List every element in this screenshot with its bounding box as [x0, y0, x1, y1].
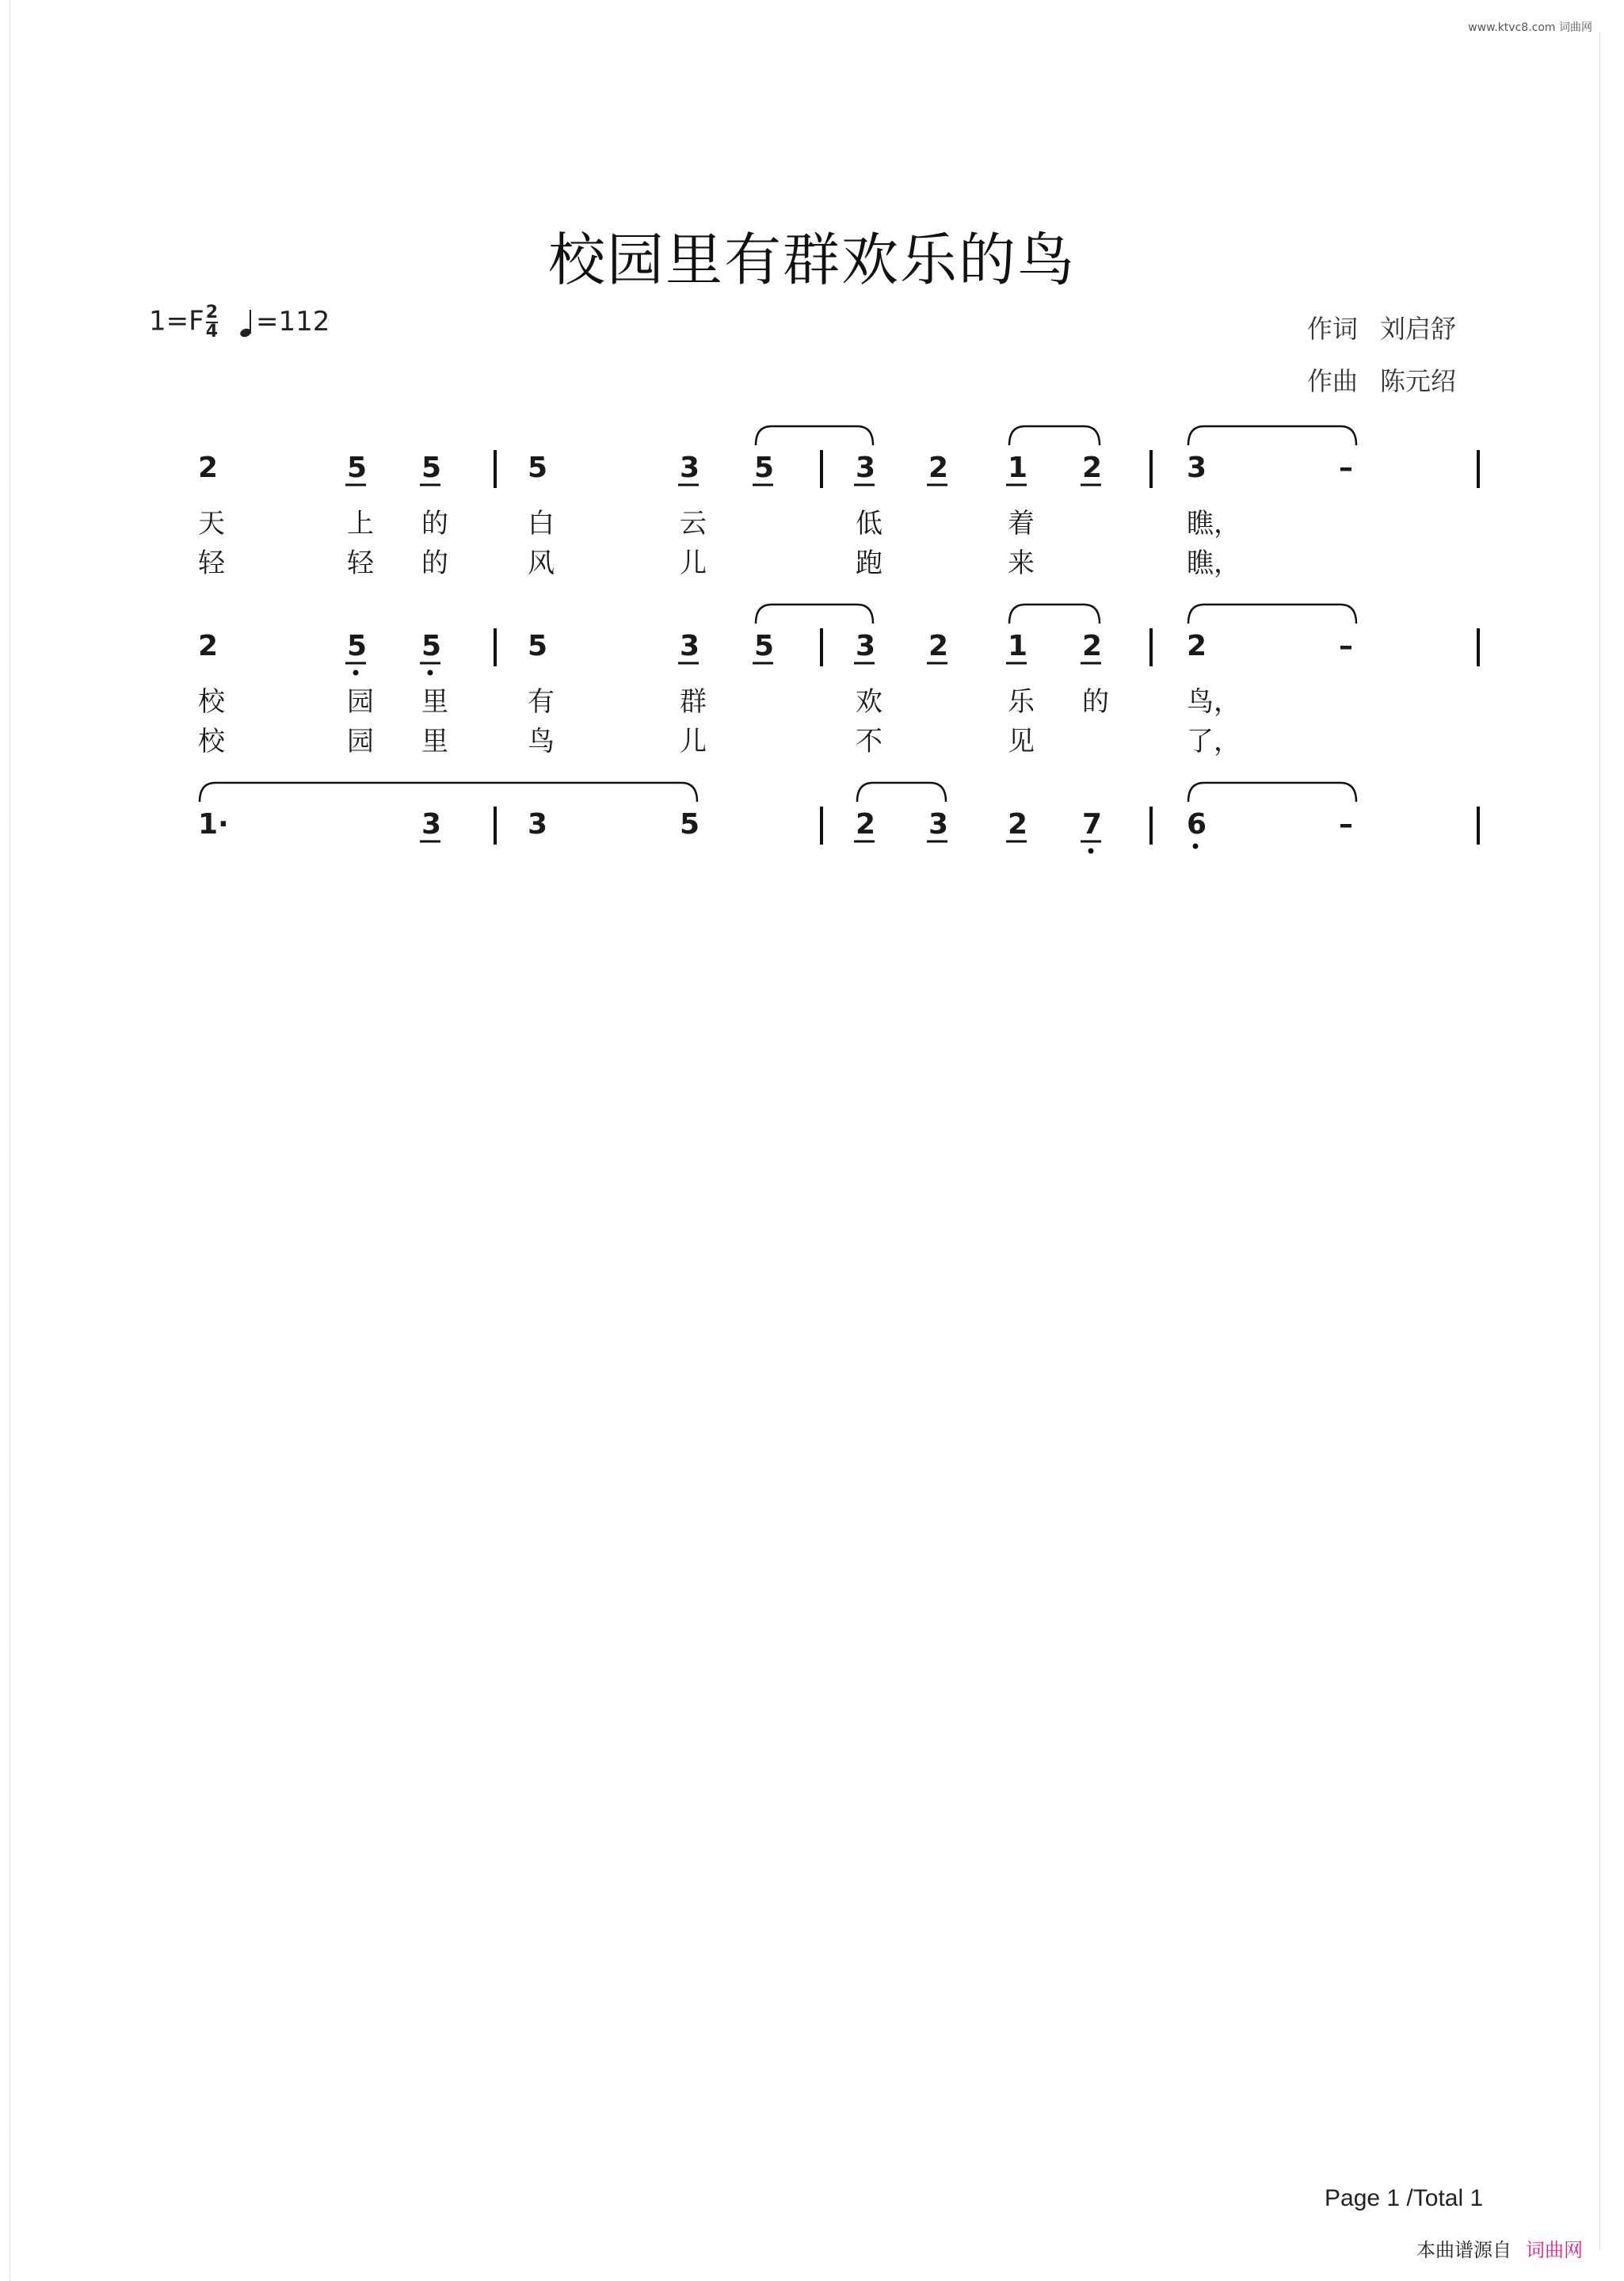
lyric-char: 风 — [528, 547, 555, 579]
note: 2 — [928, 630, 949, 662]
time-bottom: 4 — [205, 322, 218, 341]
lyric-char: 校 — [198, 726, 225, 757]
note: 5 — [528, 630, 548, 662]
lyric-char: 低 — [856, 508, 883, 540]
source-brand: 词曲网 — [1526, 2239, 1583, 2261]
source-label: 本曲谱源自 — [1416, 2239, 1512, 2261]
note: 5 — [347, 630, 368, 662]
lyric-char: 园 — [347, 686, 374, 718]
lyric-char: 白 — [528, 508, 555, 540]
note: 1· — [198, 808, 229, 841]
lyric-char: 着 — [1008, 508, 1035, 540]
lyric-char: 的 — [1082, 686, 1109, 718]
note: 3 — [856, 452, 876, 484]
time-top: 2 — [205, 303, 218, 322]
source-credit — [1416, 2234, 1583, 2262]
lyric-char: 儿 — [680, 547, 707, 579]
lyric-char: 群 — [680, 686, 707, 718]
note: 3 — [856, 630, 876, 662]
lyric-char: 见 — [1008, 726, 1035, 757]
lyric-char: 的 — [421, 547, 448, 579]
lower-octave-dot — [1088, 849, 1094, 854]
lyric-char: 来 — [1008, 547, 1035, 579]
lyric-char: 轻 — [347, 547, 374, 579]
slur-arc — [1188, 605, 1356, 624]
lyric-char: 上 — [347, 508, 374, 540]
site-watermark: www.ktvc8.com 词曲网 — [1468, 21, 1592, 34]
note: 2 — [1082, 630, 1103, 662]
dash-mark: – — [1339, 452, 1353, 484]
tempo-value: =112 — [256, 305, 330, 338]
slur-arc — [756, 426, 873, 445]
note: 5 — [421, 630, 442, 662]
note: 1 — [1008, 630, 1028, 662]
dash-mark: – — [1339, 630, 1353, 662]
slur-arc — [1009, 605, 1100, 624]
lyric-char: 乐 — [1008, 686, 1035, 718]
lyric-char: 跑 — [856, 547, 883, 579]
slur-arc — [1188, 426, 1356, 445]
lower-octave-dot — [428, 670, 433, 676]
note: 6 — [1187, 808, 1207, 841]
note: 7 — [1082, 808, 1103, 841]
note: 5 — [754, 452, 775, 484]
lyric-char: 有 — [528, 686, 555, 718]
note: 3 — [928, 808, 949, 841]
credit-role: 作曲 — [1307, 366, 1359, 396]
note: 5 — [347, 452, 368, 484]
lyric-char: 里 — [421, 726, 448, 757]
note: 2 — [1082, 452, 1103, 484]
note: 2 — [928, 452, 949, 484]
note: 2 — [856, 808, 876, 841]
slur-arc — [756, 605, 873, 624]
note: 2 — [1008, 808, 1028, 841]
note: 5 — [680, 808, 700, 841]
slur-arc — [857, 783, 946, 802]
note: 5 — [528, 452, 548, 484]
lyric-char: 天 — [198, 508, 225, 540]
note: 2 — [1187, 630, 1207, 662]
slur-arc — [200, 783, 697, 802]
key-prefix: 1=F — [149, 305, 204, 338]
lyric-char: 的 — [421, 508, 448, 540]
lyric-char: 鸟 — [528, 726, 555, 757]
lyric-char: 儿 — [680, 726, 707, 757]
dash-mark: – — [1339, 808, 1353, 841]
page-indicator: Page 1 /Total 1 — [1325, 2185, 1484, 2211]
credit-name: 刘启舒 — [1380, 314, 1457, 344]
credit-role: 作词 — [1307, 314, 1359, 344]
song-title: 校园里有群欢乐的鸟 — [547, 227, 1076, 293]
note: 3 — [1187, 452, 1207, 484]
note: 2 — [198, 630, 219, 662]
lyric-char: 园 — [347, 726, 374, 757]
lyric-char: 轻 — [198, 547, 225, 579]
note: 5 — [754, 630, 775, 662]
lyric-char: 瞧， — [1187, 547, 1241, 579]
note: 1 — [1008, 452, 1028, 484]
lower-octave-dot — [1193, 844, 1199, 849]
lyric-char: 不 — [856, 726, 883, 757]
note: 2 — [198, 452, 219, 484]
note: 3 — [680, 452, 700, 484]
lyric-char: 了， — [1187, 726, 1241, 757]
note: 3 — [680, 630, 700, 662]
lyric-char: 校 — [198, 686, 225, 718]
slur-arc — [1009, 426, 1100, 445]
lyric-char: 鸟， — [1187, 686, 1241, 718]
note: 5 — [421, 452, 442, 484]
lyric-char: 云 — [680, 508, 707, 540]
lyric-char: 瞧， — [1187, 508, 1241, 540]
lyric-char: 欢 — [856, 686, 883, 718]
note: 3 — [528, 808, 548, 841]
slur-arc — [1188, 783, 1356, 802]
credit-name: 陈元绍 — [1380, 366, 1457, 396]
lyric-char: 里 — [421, 686, 448, 718]
lower-octave-dot — [353, 670, 359, 676]
note: 3 — [421, 808, 442, 841]
